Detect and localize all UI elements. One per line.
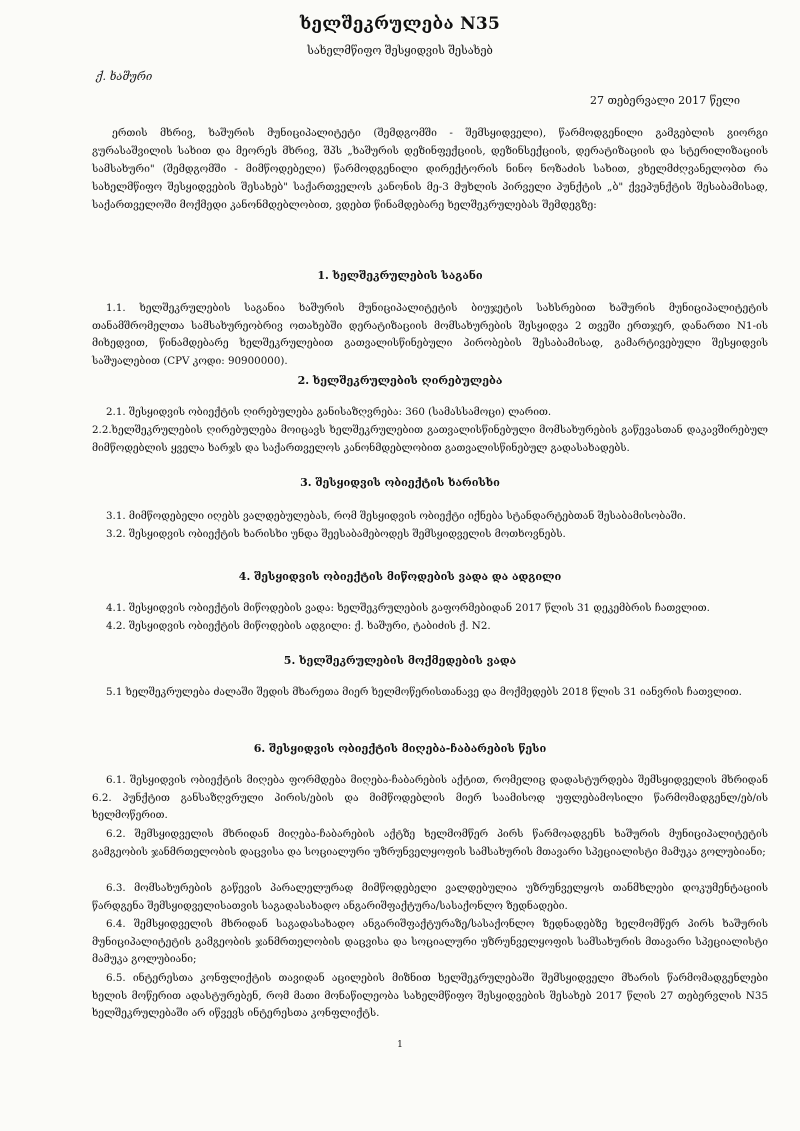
section-title-4: 4. შესყიდვის ობიექტის მიწოდების ვადა და ადგილი xyxy=(238,570,562,583)
paragraph-4-1: 4.1. შესყიდვის ობიექტის მიწოდების ვადა: ხელშეკრულების გაფორმებიდან 2017 წლის 31 დეკემბრის ჩათვლით. xyxy=(106,602,710,614)
intro-paragraph: ერთის მხრივ, ხაშურის მუნიციპალიტეტი (შემდგომში - შემსყიდველი), წარმოდგენილი გამგებლის გიორგი გურასაშვილის სახით და მეორეს მხრივ, შპს „ხაშურის დეზინფექციის, დეზინსექციის, დერატიზაციის და სტერილიზაციის სამსახური" (შემდგომში - მიმწოდებელი) წარმოდგენილი დირექტორის ნინო ნოზაძის სახით, ვხელმძღვანელობთ რა სახელმწიფო შესყიდვების შესახებ" საქართველოს კანონის მე-3 მუხლის პირველი პუნქტის „ბ" ქვეპუნქტის შესაბამისად, საქართველოში მოქმედი კანონმდებლობით, ვდებთ წინამდებარე ხელშეკრულებას შემდეგზე: xyxy=(92,127,768,211)
paragraph-3-1: 3.1. მიმწოდებელი იღებს ვალდებულებას, რომ შესყიდვის ობიექტი იქნება სტანდარტებთან შესაბამისობაში. xyxy=(106,510,686,522)
paragraph-6-3: 6.3. მომსახურების გაწევის პარალელურად მიმწოდებელი ვალდებულია უზრუნველყოს თანმხლები დოკუმენტაციის წარდგენა შემსყიდველისათვის საგადასახადო ანგარიშფაქტურა/სასაქონლო ზედნადები. xyxy=(92,882,768,912)
page-number: 1 xyxy=(397,1040,403,1050)
contract-title: ხელშეკრულება N35 xyxy=(299,14,501,34)
paragraph-6-1: 6.1. შესყიდვის ობიექტის მიღება ფორმდება მიღება-ჩაბარების აქტით, რომელიც დადასტურდება შემსყიდველის მხრიდან 6.2. პუნქტით განსაზღვრული პირის/ების და მიმწოდებლის მიერ საამისოდ უფლებამოსილი წარმომადგენლ/ებ/ის ხელმოწერით. xyxy=(92,774,768,821)
paragraph-2-2: 2.2.ხელშეკრულების ღირებულება მოიცავს ხელშეკრულებით გათვალისწინებული მომსახურების გაწევასთან დაკავშირებულ მიმწოდებლის ყველა ხარჯს და საქართველოს კანონმდებლობით გათვალისწინებულ გადასახადებს. xyxy=(92,424,768,454)
contract-place: ქ. ხაშური xyxy=(96,70,153,83)
paragraph-6-5: 6.5. ინტერესთა კონფლიქტის თავიდან აცილების მიზნით ხელშეკრულებაში შემსყიდველი მხარის წარმომადგენლები ხელის მოწერით ადასტურებენ, რომ მათი მონაწილეობა სახელმწიფო შესყიდვების შესახებ 2017 წლის 27 თებერვლის N35 ხელშეკრულებაში არ იწვევს ინტერესთა კონფლიქტს. xyxy=(92,972,768,1019)
contract-subtitle: სახელმწიფო შესყიდვის შესახებ xyxy=(307,44,493,57)
section-title-5: 5. ხელშეკრულების მოქმედების ვადა xyxy=(283,654,517,667)
paragraph-4-2: 4.2. შესყიდვის ობიექტის მიწოდების ადგილი: ქ. ხაშური, ტაბიძის ქ. N2. xyxy=(106,620,491,632)
section-title-1: 1. ხელშეკრულების საგანი xyxy=(317,269,483,282)
section-title-6: 6. შესყიდვის ობიექტის მიღება-ჩაბარების წესი xyxy=(253,742,547,755)
paragraph-3-2: 3.2. შესყიდვის ობიექტის ხარისხი უნდა შეესაბამებოდეს შემსყიდველის მოთხოვნებს. xyxy=(106,528,566,540)
paragraph-5-1: 5.1 ხელშეკრულება ძალაში შედის მხარეთა მიერ ხელმოწერისთანავე და მოქმედებს 2018 წლის 31 იანვრის ჩათვლით. xyxy=(106,686,742,698)
paragraph-6-2: 6.2. შემსყიდველის მხრიდან მიღება-ჩაბარების აქტზე ხელმომწერ პირს წარმოადგენს ხაშურის მუნიციპალიტეტის გამგეობის ჯანმრთელობის დაცვისა და სოციალური უზრუნველყოფის სამსახურის მთავარი სპეციალისტი მამუკა გოლუბიანი; xyxy=(92,828,768,858)
paragraph-2-1: 2.1. შესყიდვის ობიექტის ღირებულება განისაზღვრება: 360 (სამასსამოცი) ლარით. xyxy=(106,406,552,418)
paragraph-6-4: 6.4. შემსყიდველის მხრიდან საგადასახადო ანგარიშფაქტურაზე/სასაქონლო ზედნადებზე ხელმომწერ პირს ხაშურის მუნიციპალიტეტის გამგეობის ჯანმრთელობის დაცვისა და სოციალური უზრუნველყოფის სამსახურის მთავარი სპეციალისტი მამუკა გოლუბიანი; xyxy=(92,918,768,965)
section-title-2: 2. ხელშეკრულების ღირებულება xyxy=(297,374,503,387)
section-title-3: 3. შესყიდვის ობიექტის ხარისხი xyxy=(300,476,500,489)
contract-date: 27 თებერვალი 2017 წელი xyxy=(590,94,741,107)
paragraph-1-1: 1.1. ხელშეკრულების საგანია ხაშურის მუნიციპალიტეტის ბიუჯეტის სახსრებით ხაშურის მუნიციპალიტეტის თანამშრომელთა სამსახურეობრივ ოთახებში დერატიზაციის მომსახურების შესყიდვა 2 თვეში ერთჯერ, დანართი N1-ის მიხედვით, წინამდებარე ხელშეკრულებით გათვალისწინებული პირობების შესაბამისად, გამარტივებული შესყიდვის საშუალებით (CPV კოდი: 90900000). xyxy=(92,302,768,367)
